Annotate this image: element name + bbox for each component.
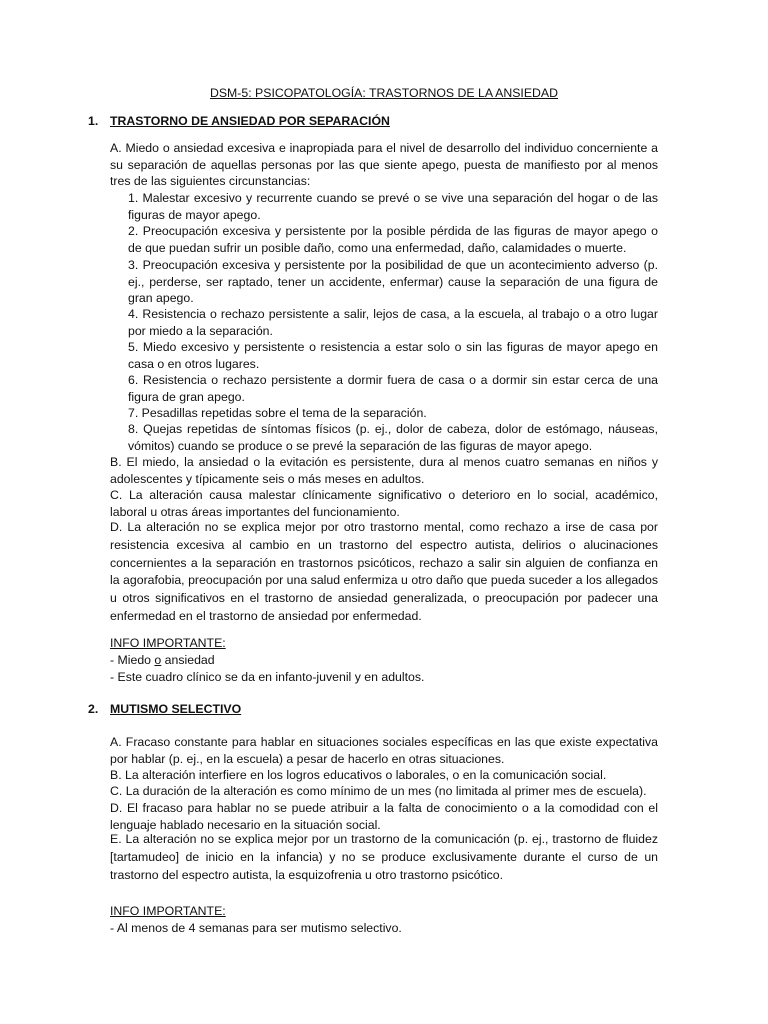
- info-heading-2: INFO IMPORTANTE:: [110, 904, 226, 918]
- document-title: DSM-5: PSICOPATOLOGÍA: TRASTORNOS DE LA ANSIEDAD: [209, 86, 559, 100]
- mutism-criterion-e: E. La alteración no se explica mejor por un trastorno de la comunicación (p. ej., trastorno de fluidez [tartamudeo] de inicio en la infancia) y no se produce exclusivamente durante el curso de un trastorno del espectro autista, la esquizofrenia u otro trastorno psicótico.: [110, 832, 658, 882]
- criterion-a-item-5: 5. Miedo excesivo y persistente o resistencia a estar solo o sin las figuras de mayor apego en casa o en otros lugares.: [128, 340, 658, 371]
- mutism-criterion-a: A. Fracaso constante para hablar en situaciones sociales específicas en las que existe expectativa por hablar (p. ej., en la escuela) a pesar de hacerlo en otras situaciones.: [110, 735, 658, 766]
- criterion-a-item-6: 6. Resistencia o rechazo persistente a dormir fuera de casa o a dormir sin estar cerca de una figura de gran apego.: [128, 373, 658, 404]
- section-2-number: 2.: [88, 702, 99, 716]
- info-line-1-pre: - Miedo: [110, 653, 155, 667]
- info-line-1-underlined: o: [154, 653, 162, 667]
- info-line-1-post: ansiedad: [161, 653, 215, 667]
- criterion-a-item-7: 7. Pesadillas repetidas sobre el tema de la separación.: [128, 406, 427, 420]
- section-1-number: 1.: [88, 114, 99, 128]
- criterion-a-item-8: 8. Quejas repetidas de síntomas físicos (p. ej., dolor de cabeza, dolor de estómago, náuseas, vómitos) cuando se produce o se prevé la separación de las figuras de mayor apego.: [128, 422, 658, 453]
- info-line-2: - Este cuadro clínico se da en infanto-juvenil y en adultos.: [110, 670, 425, 684]
- info-line-3: - Al menos de 4 semanas para ser mutismo selectivo.: [110, 921, 402, 935]
- criterion-a-item-4: 4. Resistencia o rechazo persistente a salir, lejos de casa, a la escuela, al trabajo o a otro lugar por miedo a la separación.: [128, 307, 658, 338]
- info-line-1: [110, 652, 215, 669]
- criterion-d: D. La alteración no se explica mejor por otro trastorno mental, como rechazo a irse de casa por resistencia excesiva al cambio en un trastorno del espectro autista, delirios o alucinaciones concernientes a la separación en trastornos psicóticos, rechazo a salir sin alguien de confianza en la agorafobia, preocupación por una salud enfermiza u otro daño que pueda suceder a los allegados u otros significativos en el trastorno de ansiedad generalizada, o preocupación por padecer una enfermedad en el trastorno de ansiedad por enfermedad.: [110, 520, 658, 623]
- criterion-a: A. Miedo o ansiedad excesiva e inapropiada para el nivel de desarrollo del individuo concerniente a su separación de aquellas personas por las que siente apego, puesta de manifiesto por al menos tres de las siguientes circunstancias:: [110, 141, 658, 188]
- mutism-criterion-d: D. El fracaso para hablar no se puede atribuir a la falta de conocimiento o a la comodidad con el lenguaje hablado necesario en la situación social.: [110, 801, 658, 832]
- section-2-heading: MUTISMO SELECTIVO: [110, 702, 242, 716]
- info-heading-1: INFO IMPORTANTE:: [110, 636, 226, 650]
- criterion-c: C. La alteración causa malestar clínicamente significativo o deterioro en lo social, académico, laboral u otras áreas importantes del funcionamiento.: [110, 488, 658, 519]
- criterion-a-item-3: 3. Preocupación excesiva y persistente por la posibilidad de que un acontecimiento adverso (p. ej., perderse, ser raptado, tener un accidente, enfermar) cause la separación de una figura de gran apego.: [128, 258, 658, 305]
- mutism-criterion-b: B. La alteración interfiere en los logros educativos o laborales, o en la comunicación social.: [110, 768, 607, 782]
- section-1-heading: TRASTORNO DE ANSIEDAD POR SEPARACIÓN: [110, 114, 390, 128]
- criterion-b: B. El miedo, la ansiedad o la evitación es persistente, dura al menos cuatro semanas en niños y adolescentes y típicamente seis o más meses en adultos.: [110, 455, 658, 486]
- mutism-criterion-c: C. La duración de la alteración es como mínimo de un mes (no limitada al primer mes de escuela).: [110, 784, 647, 798]
- criterion-a-item-1: 1. Malestar excesivo y recurrente cuando se prevé o se vive una separación del hogar o de las figuras de mayor apego.: [128, 191, 658, 222]
- criterion-a-item-2: 2. Preocupación excesiva y persistente por la posible pérdida de las figuras de mayor apego o de que puedan sufrir un posible daño, como una enfermedad, daño, calamidades o muerte.: [128, 224, 658, 255]
